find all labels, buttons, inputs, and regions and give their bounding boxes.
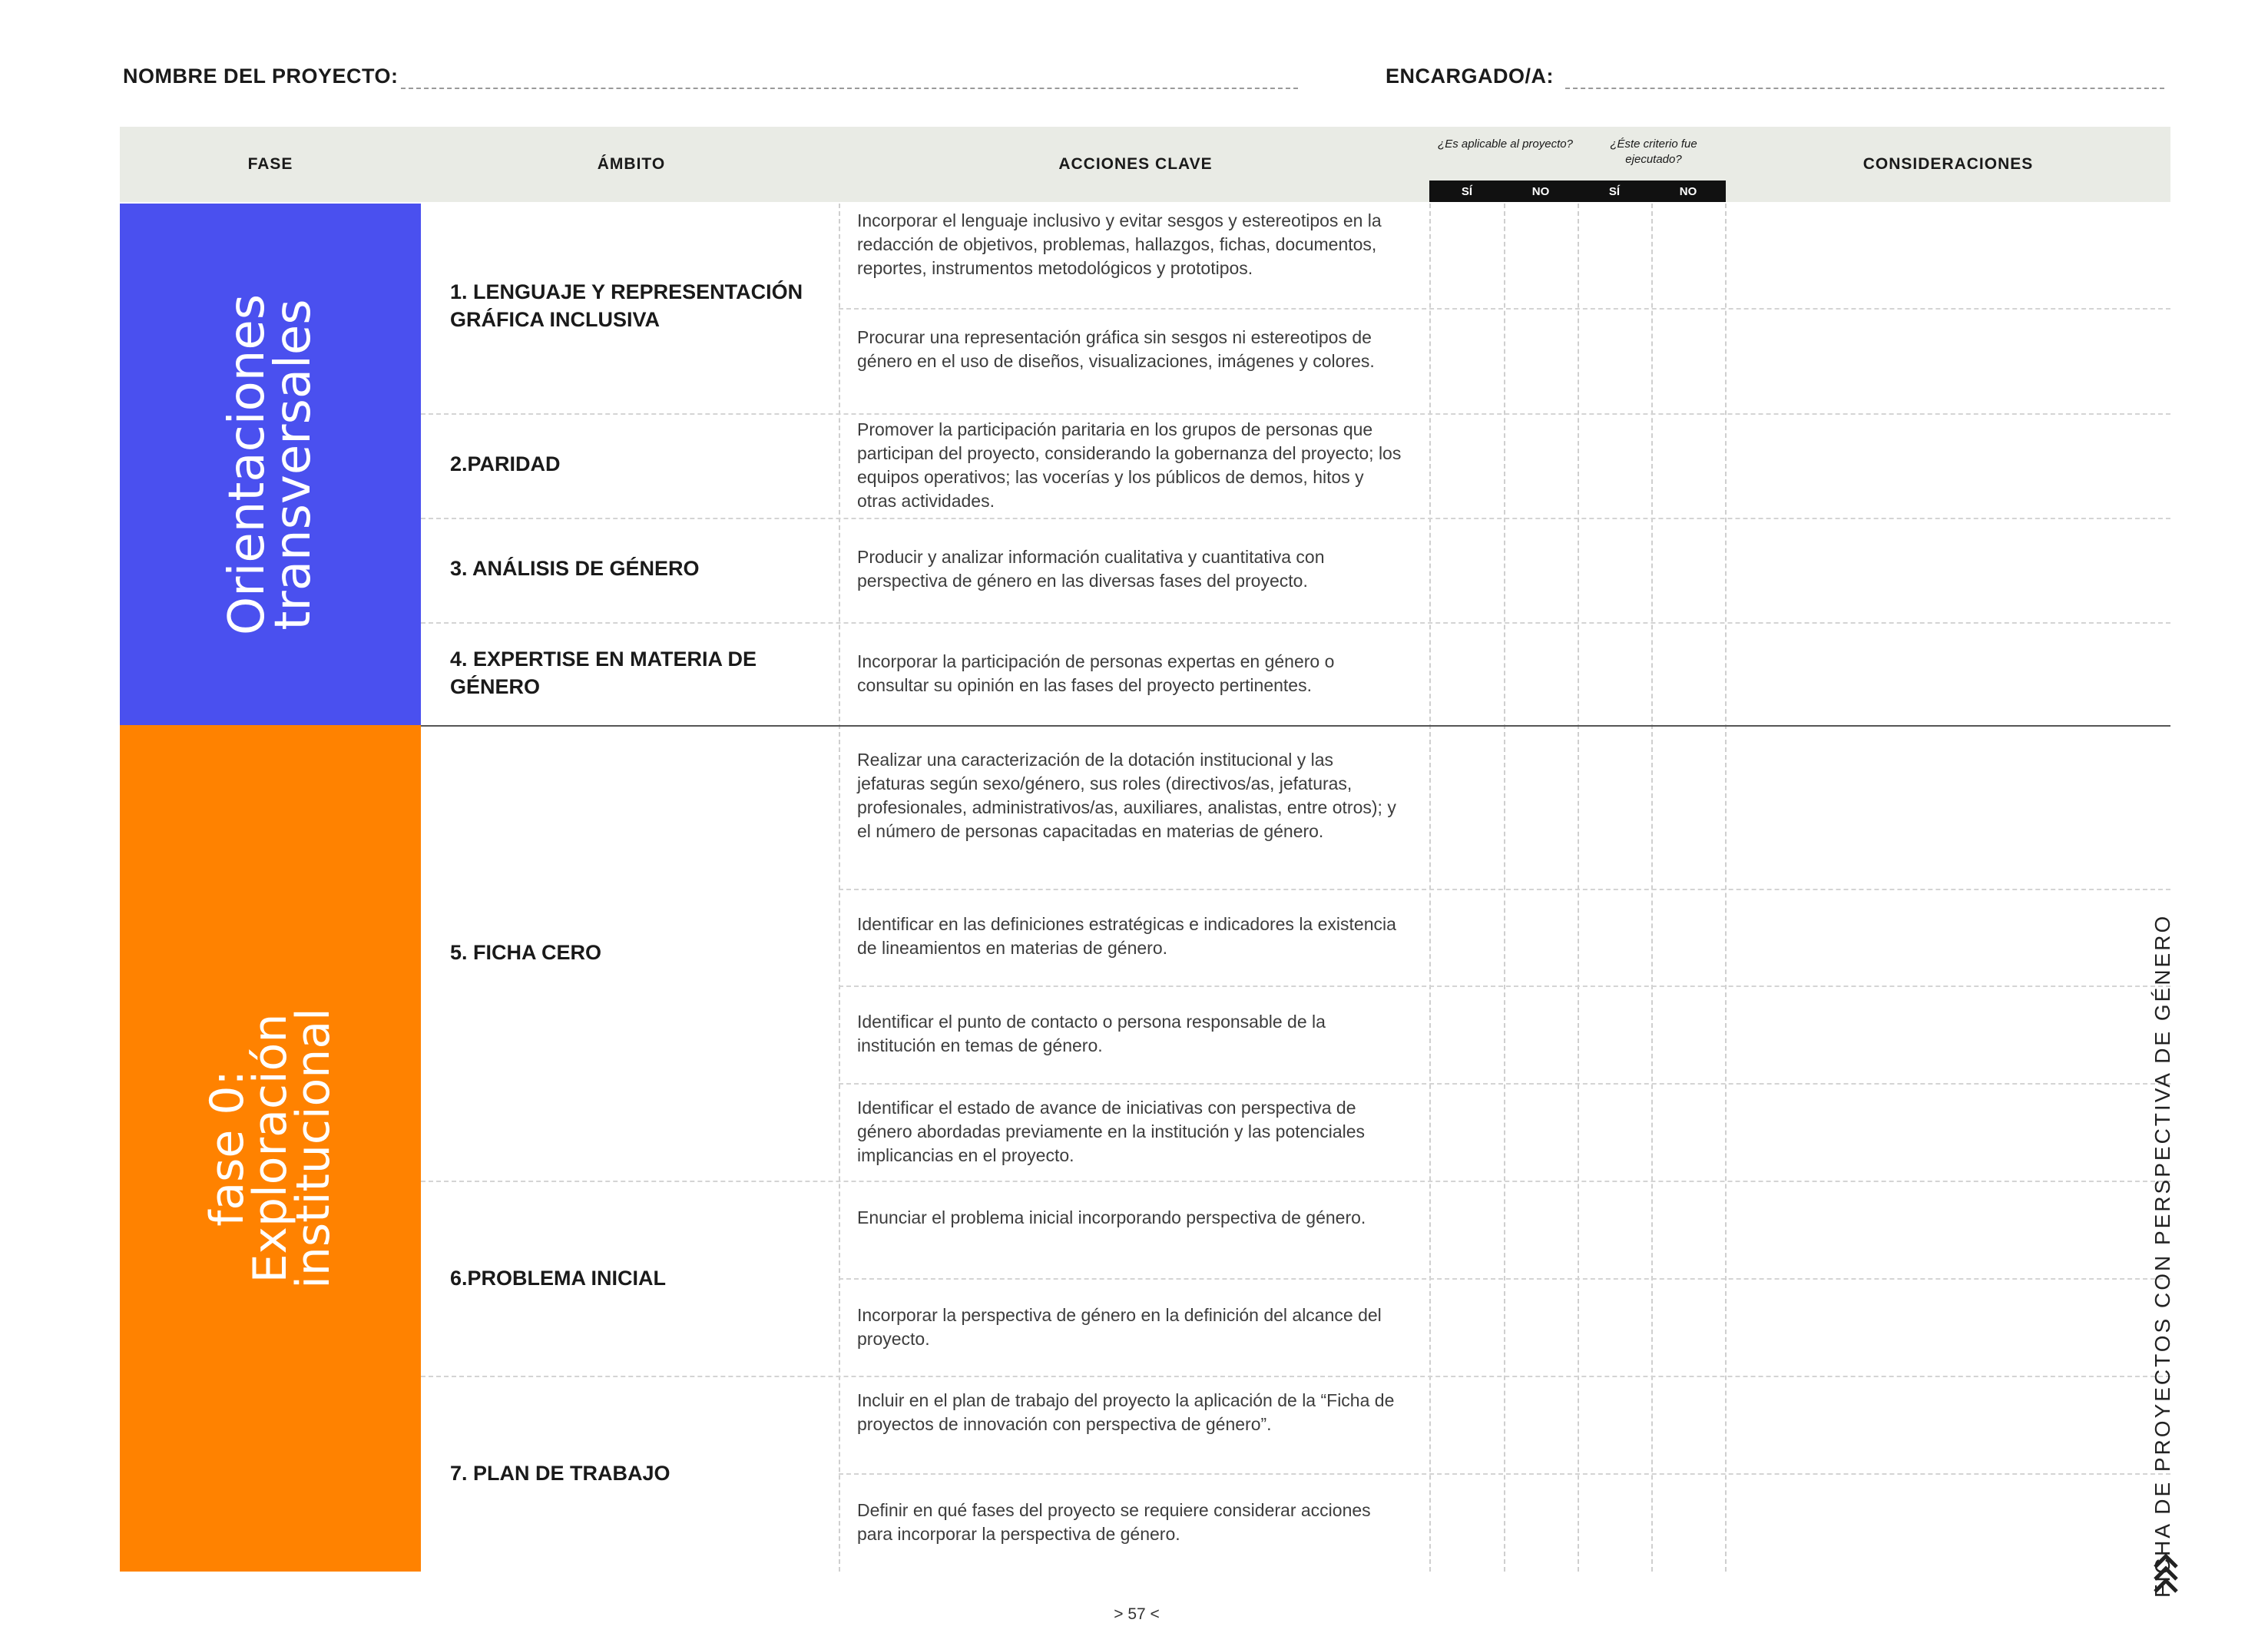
phase-separator (421, 725, 2170, 727)
group-separator (421, 1181, 2170, 1182)
row-separator (839, 1473, 2170, 1475)
phase-label-fase0: fase 0: Exploración institucional (200, 1008, 340, 1289)
applicable-yes-header: SÍ (1461, 184, 1473, 198)
accion-item: Identificar el estado de avance de iniciativas con perspectiva de género abordadas previamente en la institución y las potenciales implicancias en el proyecto. (857, 1098, 1366, 1165)
ambito-lenguaje: 1. LENGUAJE Y REPRESENTACIÓN GRÁFICA INCLUSIVA (450, 280, 803, 331)
col-fase-header: FASE (247, 155, 293, 173)
applicable-no-header: NO (1531, 184, 1550, 198)
group-separator (421, 622, 2170, 624)
side-document-title: FICHA DE PROYECTOS CON PERSPECTIVA DE GÉNERO (2150, 913, 2174, 1598)
row-separator (839, 308, 2170, 310)
col-acciones-header: ACCIONES CLAVE (1058, 155, 1213, 173)
ambito-plan-trabajo: 7. PLAN DE TRABAJO (450, 1462, 670, 1485)
accion-item: Incorporar el lenguaje inclusivo y evitar sesgos y estereotipos en la redacción de objetivos, problemas, hallazgos, fichas, documentos, reportes, instrumentos metodológicos y prototipos. (857, 210, 1382, 278)
col-consideraciones-header: CONSIDERACIONES (1862, 155, 2034, 173)
col-ambito-header: ÁMBITO (597, 155, 666, 173)
ambito-paridad: 2.PARIDAD (450, 452, 561, 475)
accion-item: Incorporar la participación de personas expertas en género o consultar su opinión en las fases del proyecto pertinentes. (857, 651, 1335, 695)
project-name-label: NOMBRE DEL PROYECTO: (123, 65, 399, 88)
phase-block-fase0 (120, 725, 421, 1572)
ambito-analisis: 3. ANÁLISIS DE GÉNERO (450, 557, 700, 580)
manager-label: ENCARGADO/A: (1386, 65, 1554, 88)
ambito-ficha-cero: 5. FICHA CERO (450, 941, 602, 964)
phase-block-transversales (120, 204, 421, 725)
grid-vline (1504, 204, 1505, 1572)
accion-item: Incluir en el plan de trabajo del proyecto la aplicación de la “Ficha de proyectos de innovación con perspectiva de género”. (857, 1390, 1395, 1434)
grid-vline (1725, 204, 1727, 1572)
accion-item: Identificar el punto de contacto o persona responsable de la institución en temas de género. (857, 1012, 1326, 1055)
manager-field[interactable] (1565, 88, 2164, 89)
row-separator (839, 1278, 2170, 1280)
project-name-field[interactable] (401, 88, 1298, 89)
executed-no-header: NO (1679, 184, 1697, 198)
page-number: > 57 < (1114, 1605, 1160, 1623)
accion-item: Realizar una caracterización de la dotación institucional y las jefaturas según sexo/género, sus roles (directivos/as, jefaturas, profesionales, administrativos/as, auxiliares, analistas, entre otros); y el número de personas capacitadas en materias de género. (857, 750, 1396, 841)
ambito-expertise: 4. EXPERTISE EN MATERIA DE GÉNERO (450, 648, 757, 698)
grid-vline (1651, 204, 1653, 1572)
grid-vline (839, 204, 840, 1572)
question-applicable: ¿Es aplicable al proyecto? (1438, 137, 1573, 151)
accion-item: Producir y analizar información cualitativa y cuantitativa con perspectiva de género en las diversas fases del proyecto. (857, 547, 1325, 591)
accion-item: Definir en qué fases del proyecto se requiere considerar acciones para incorporar la perspectiva de género. (857, 1500, 1371, 1544)
executed-yes-header: SÍ (1608, 184, 1621, 198)
row-separator (839, 1083, 2170, 1085)
group-separator (421, 413, 2170, 415)
ambito-problema-inicial: 6.PROBLEMA INICIAL (450, 1267, 667, 1290)
accion-item: Incorporar la perspectiva de género en la definición del alcance del proyecto. (857, 1305, 1382, 1349)
grid-vline (1429, 204, 1431, 1572)
accion-item: Promover la participación paritaria en los grupos de personas que participan del proyecto, considerando la gobernanza del proyecto; los equipos operativos; las vocerías y los públicos de demos, hitos y otras actividades. (857, 419, 1402, 511)
question-executed: ¿Éste criterio fue ejecutado? (1610, 137, 1697, 166)
accion-item: Procurar una representación gráfica sin sesgos ni estereotipos de género en el uso de diseños, visualizaciones, imágenes y colores. (857, 327, 1375, 371)
chevron-stack-logo-icon (2152, 1553, 2180, 1599)
group-separator (421, 518, 2170, 519)
row-separator (839, 985, 2170, 987)
phase-label-transversales: Orientaciones transversales (219, 293, 322, 635)
row-separator (839, 889, 2170, 890)
accion-item: Identificar en las definiciones estratégicas e indicadores la existencia de lineamientos en materias de género. (857, 914, 1396, 958)
accion-item: Enunciar el problema inicial incorporando perspectiva de género. (857, 1207, 1366, 1227)
grid-vline (1578, 204, 1579, 1572)
group-separator (421, 1376, 2170, 1377)
